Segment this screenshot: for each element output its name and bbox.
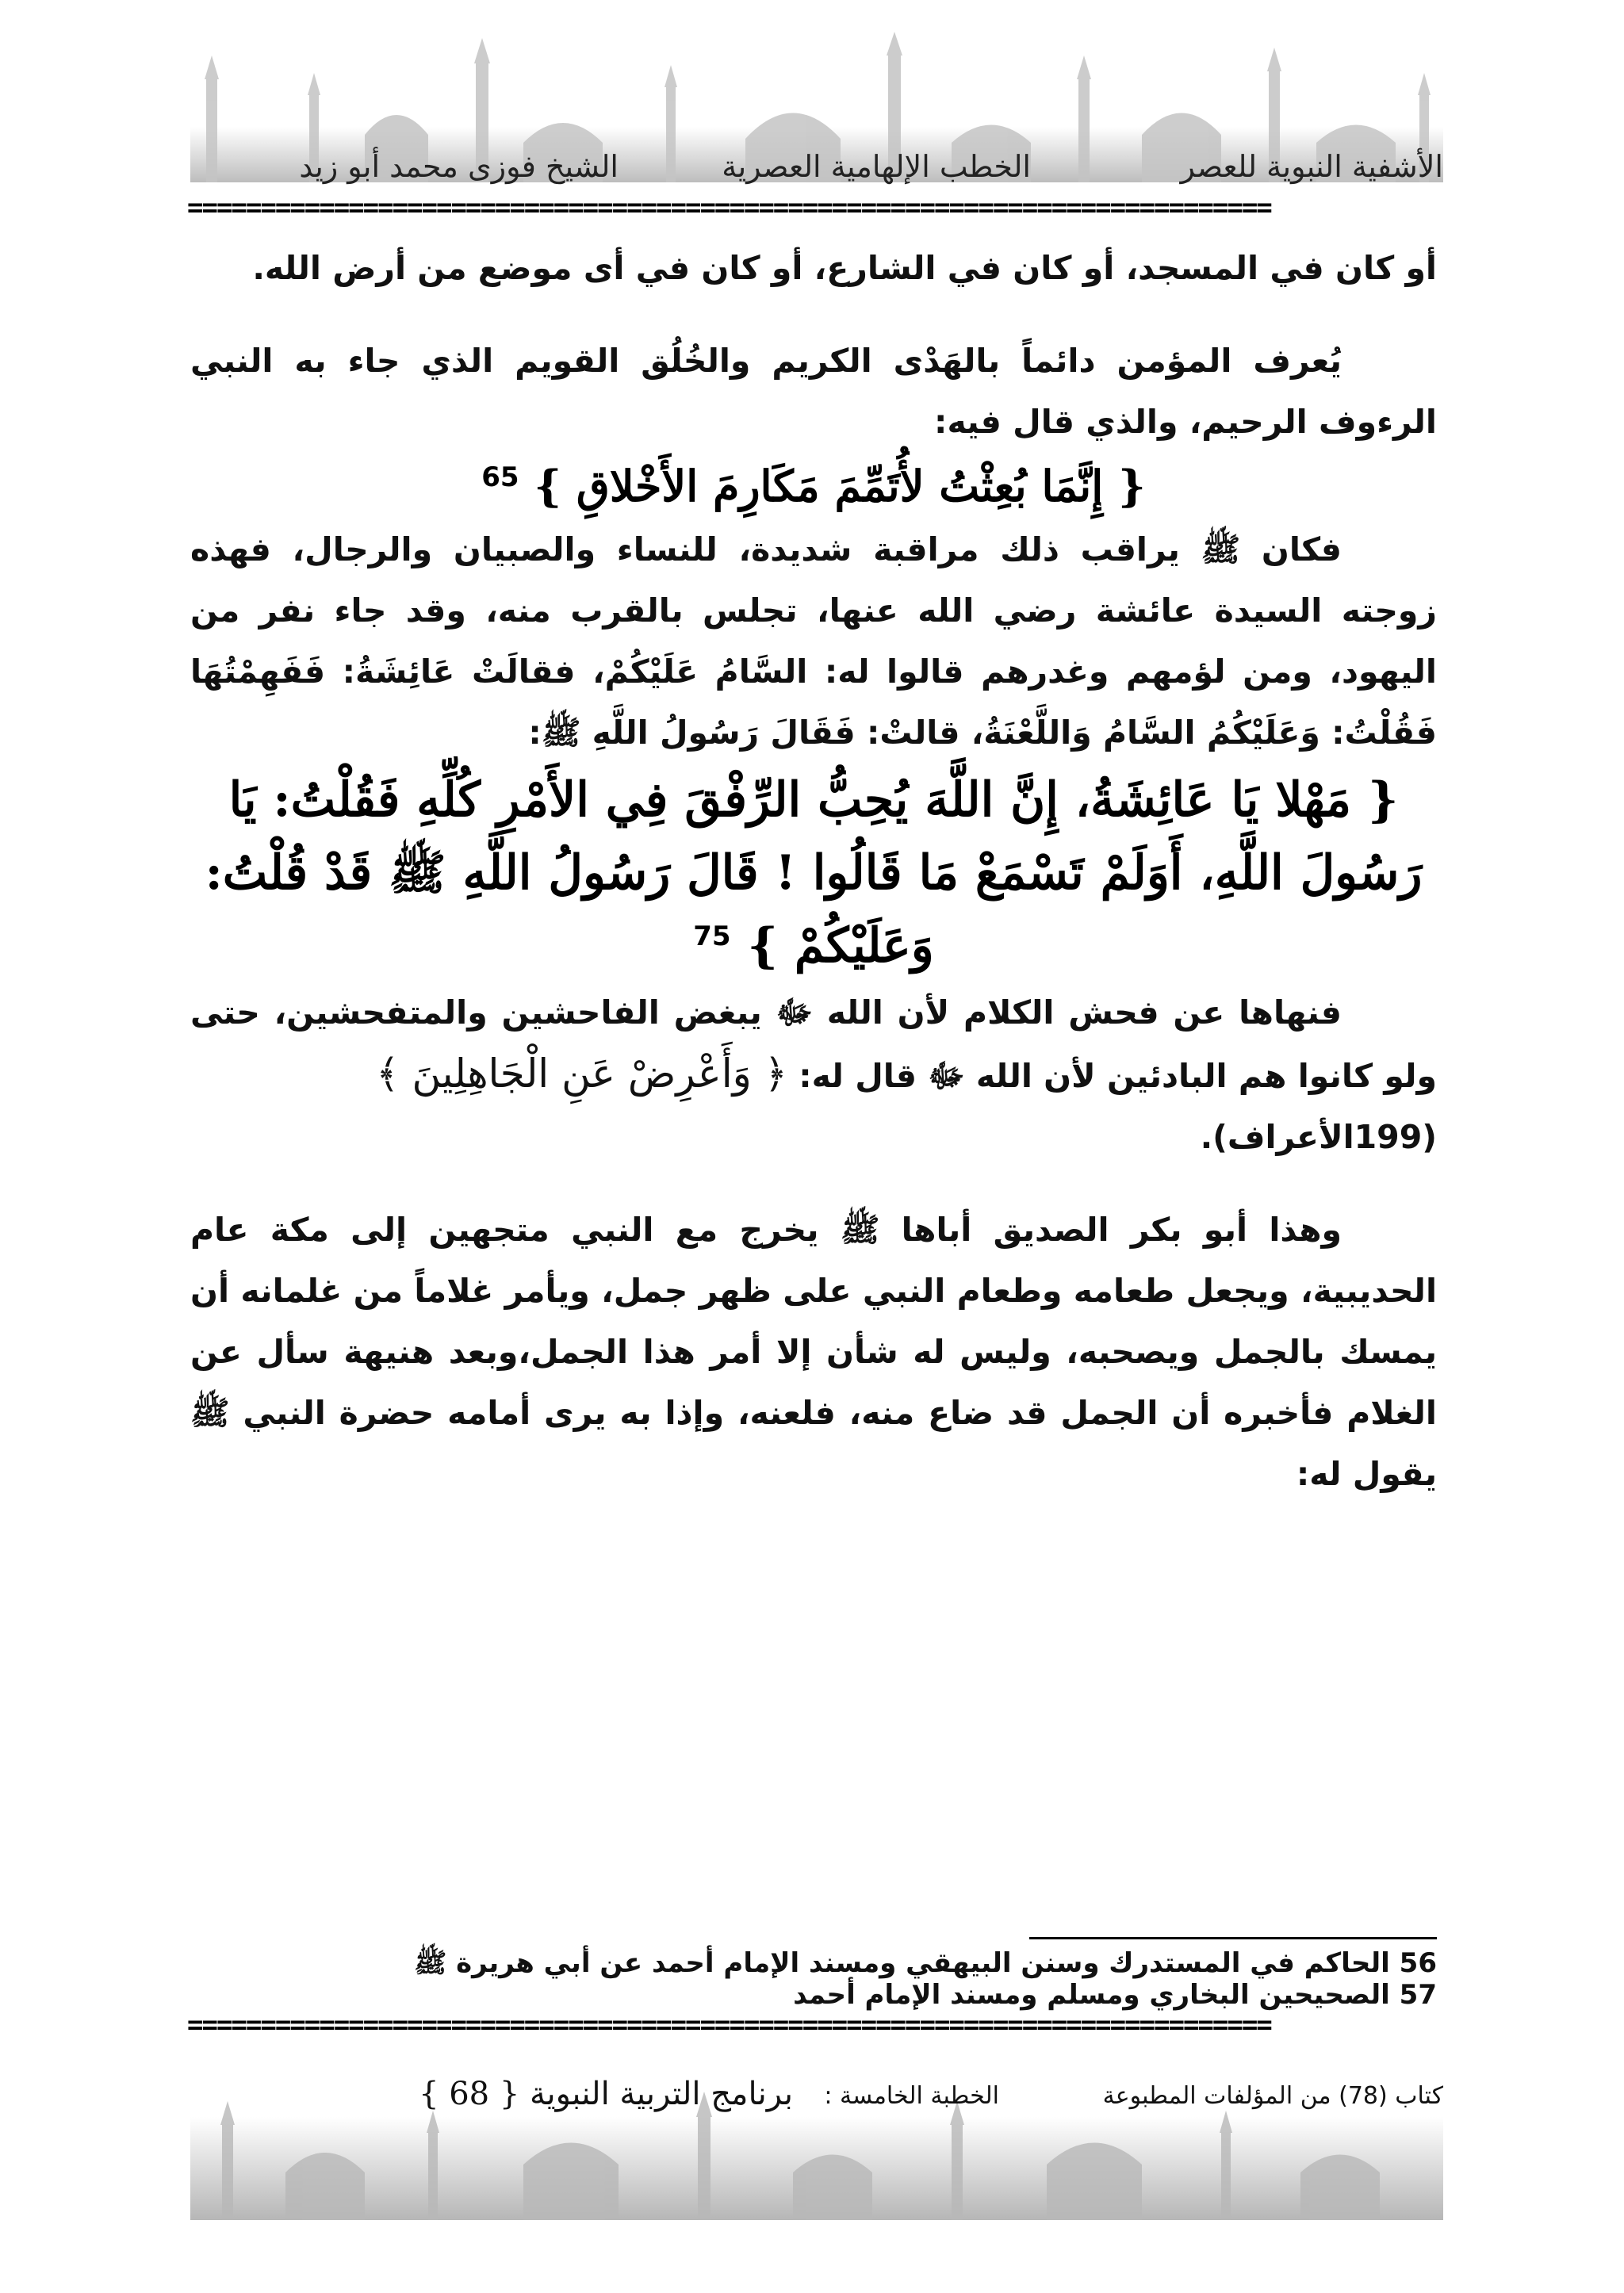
header-double-rule: ========================================================================== <box>187 196 1271 220</box>
paragraph-5: وهذا أبو بكر الصديق أباها ﷺ يخرج مع النبي متجهين إلى مكة عام الحديبية، ويجعل طعامه وطعام النبي على ظهر جمل، ويأمر غلاماً من غلمانه أن يمسك بالجمل ويصحبه، وليس له شأن إلا أمر هذا الجمل،وبعد هنيهة سأل عن الغلام فأخبره أن الجمل قد ضاع منه، فلعنه، وإذا به يرى أمامه حضرة النبي ﷺ يقول له: <box>190 1211 1437 1493</box>
paragraph-3: فكان ﷺ يراقب ذلك مراقبة شديدة، للنساء والصبيان والرجال، فهذه زوجته السيدة عائشة رضي الله عنها، تجلس بالقرب منه، وقد جاء نفر من اليهود، ومن لؤمهم وغدرهم قالوا له: السَّامُ عَلَيْكُمْ، فقالَتْ عَائِشَةُ: فَفَهِمْتُهَا فَقُلْتُ: وَعَلَيْكُمُ السَّامُ وَاللَّعْنَةُ، قالتْ: فَقَالَ رَسُولُ اللَّهِ ﷺ: <box>190 530 1437 752</box>
footer-double-rule: ========================================================================== <box>187 2014 1271 2036</box>
hadith-quote-1-text: { إِنَّمَا بُعِثْتُ لأُتَمِّمَ مَكَارِمَ الأَخْلاقِ } <box>534 461 1146 511</box>
hadith-quote-2-text: { مَهْلا يَا عَائِشَةُ، إِنَّ اللَّهَ يُحِبُّ الرِّفْقَ فِي الأَمْرِ كُلِّهِ فَقُلْتُ: يَا رَسُولَ اللَّهِ، أَوَلَمْ تَسْمَعْ مَا قَالُوا ! قَالَ رَسُولُ اللَّهِ ﷺ قَدْ قُلْتُ: وَعَلَيْكُمْ } <box>205 772 1423 974</box>
header-book-title: الأشفية النبوية للعصر <box>1180 149 1443 184</box>
paragraph-4 <box>190 982 1437 1168</box>
quran-reference: (199الأعراف). <box>1200 1118 1437 1156</box>
paragraph-2: يُعرف المؤمن دائماً بالهَدْى الكريم والخُلُق القويم الذي جاء به النبي الرءوف الرحيم، والذي قال فيه: <box>190 342 1437 441</box>
footnotes <box>190 1947 1437 2011</box>
footnote-57: 57 الصحيحين البخاري ومسلم ومسند الإمام أحمد <box>793 1979 1437 2011</box>
header-series-title: الخطب الإلهامية العصرية <box>722 149 1031 184</box>
footer-program-page: برنامج التربية النبوية { 68 } <box>419 2076 793 2112</box>
paragraph-4-text: فنهاها عن فحش الكلام لأن الله ﷻ يبغض الفاحشين والمتفحشين، حتى ولو كانوا هم البادئين لأن الله ﷻ قال له: <box>190 993 1437 1095</box>
paragraph-1: أو كان في المسجد، أو كان في الشارع، أو كان في أى موضع من أرض الله. <box>252 249 1437 287</box>
main-text <box>190 238 1437 1505</box>
header-author: الشيخ فوزى محمد أبو زيد <box>299 149 619 184</box>
footnote-ref-75: 75 <box>693 921 731 952</box>
quran-verse: ﴿ وَأَعْرِضْ عَنِ الْجَاهِلِينَ ﴾ <box>376 1051 787 1097</box>
footnote-separator <box>1029 1937 1437 1939</box>
footer-khutba-label: الخطبة الخامسة : <box>824 2082 999 2110</box>
footer-mosque-banner <box>190 2046 1443 2220</box>
footnote-56: 56 الحاكم في المستدرك وسنن البيهقي ومسند الإمام أحمد عن أبي هريرة ﷺ <box>414 1947 1437 1979</box>
hadith-quote-1 <box>190 453 1437 519</box>
footnote-ref-65: 65 <box>481 461 519 493</box>
footer-book-number: كتاب (78) من المؤلفات المطبوعة <box>1102 2082 1443 2110</box>
hadith-quote-2 <box>190 764 1437 982</box>
